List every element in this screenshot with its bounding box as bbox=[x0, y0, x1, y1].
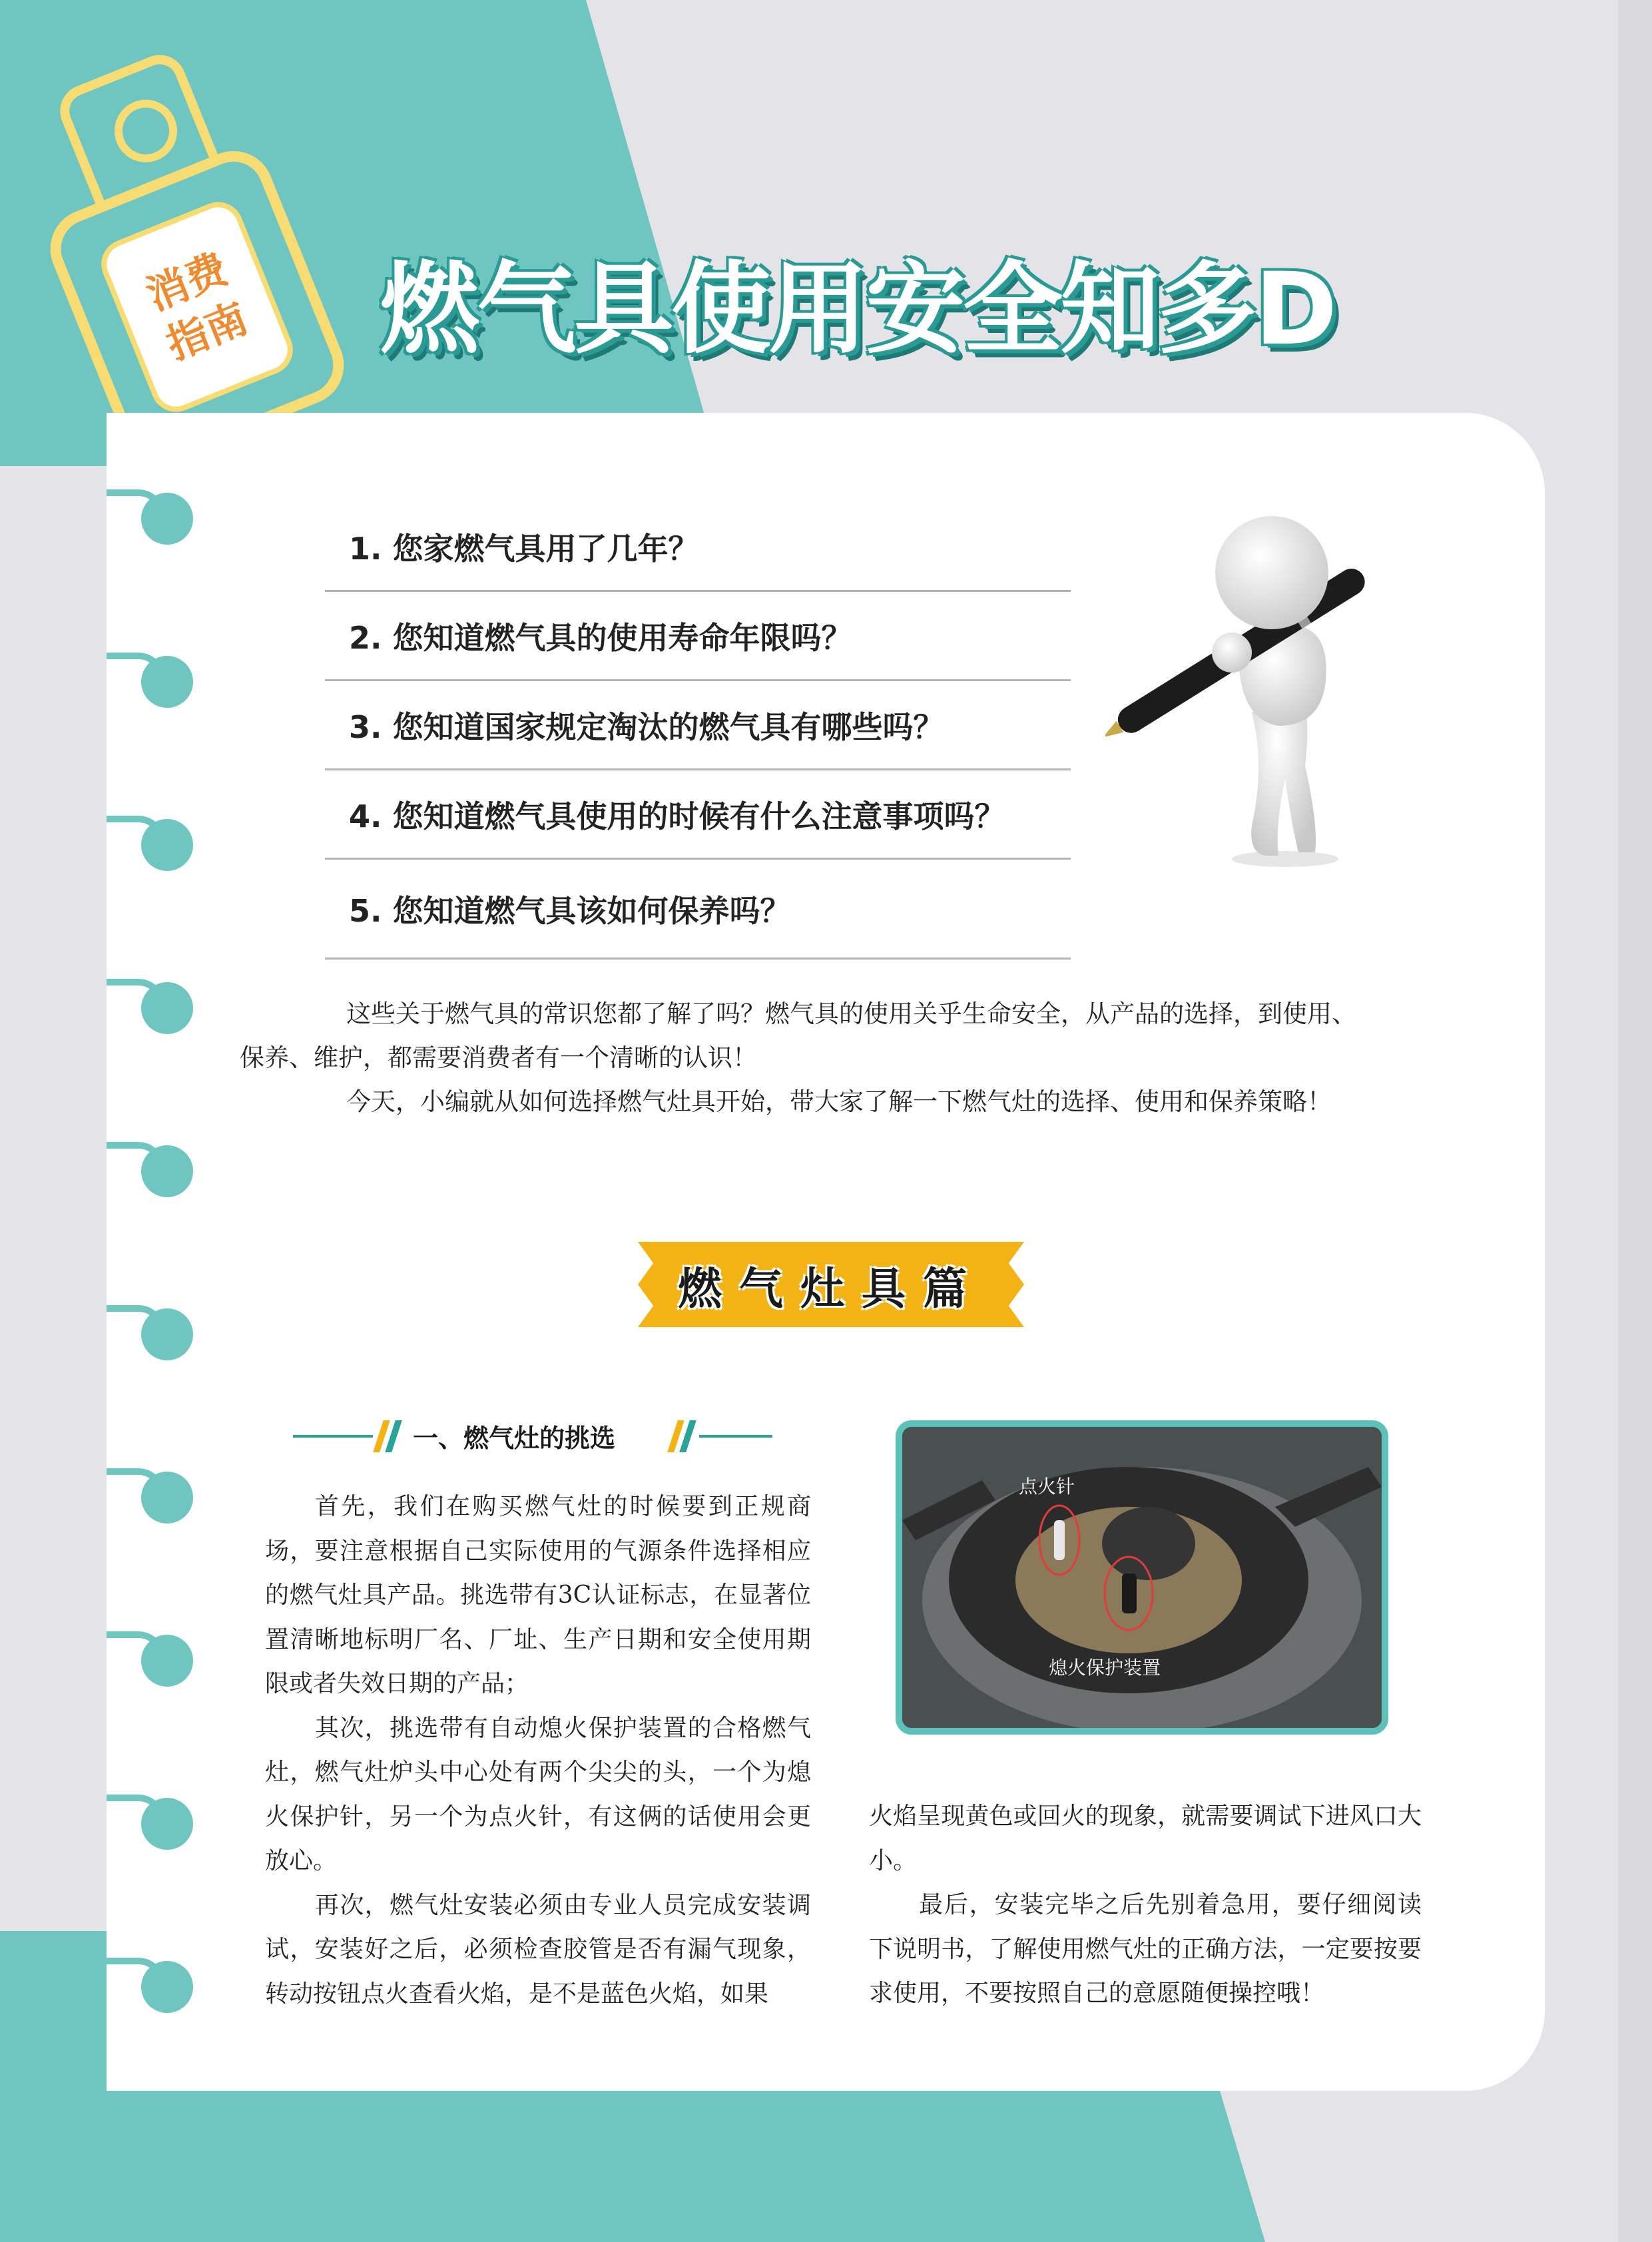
paragraph: 其次，挑选带有自动熄火保护装置的合格燃气灶，燃气灶炉头中心处有两个尖尖的头，一个为熄火保护针，另一个为点火针，有这俩的话使用会更放心。 bbox=[265, 1714, 811, 1874]
subsection-title: 一、燃气灶的挑选 bbox=[413, 1424, 616, 1453]
intro-line-3: 今天，小编就从如何选择燃气灶具开始，带大家了解一下燃气灶的选择、使用和保养策略！ bbox=[346, 1087, 1332, 1116]
left-column-text bbox=[265, 1485, 811, 2016]
grey-edge-strip bbox=[1618, 0, 1652, 2242]
paragraph: 火焰呈现黄色或回火的现象，就需要调试下进风口大小。 bbox=[869, 1803, 1422, 1874]
question-item: 2. 您知道燃气具的使用寿命年限吗？ bbox=[325, 592, 1071, 681]
photo-label-protector: 熄火保护装置 bbox=[1049, 1657, 1161, 1679]
question-item: 1. 您家燃气具用了几年？ bbox=[325, 503, 1071, 592]
section-banner-title: 燃气灶具篇 bbox=[678, 1262, 984, 1314]
intro-paragraph bbox=[240, 992, 1358, 1124]
intro-line-1: 这些关于燃气具的常识您都了解了吗？燃气具的使用关乎生命安全，从产品的选择，到使用、 bbox=[346, 999, 1356, 1028]
question-list bbox=[325, 503, 1071, 960]
consumer-guide-badge bbox=[53, 47, 360, 439]
subsection-heading bbox=[293, 1415, 772, 1456]
question-item: 3. 您知道国家规定淘汰的燃气具有哪些吗？ bbox=[325, 681, 1071, 770]
question-item: 4. 您知道燃气具使用的时候有什么注意事项吗？ bbox=[325, 770, 1071, 860]
page-title: 燃气具使用安全知多D bbox=[380, 252, 1335, 368]
figure-with-pen-illustration bbox=[1105, 513, 1412, 872]
section-banner bbox=[638, 1242, 1024, 1327]
paragraph: 再次，燃气灶安装必须由专业人员完成安装调试，安装好之后，必须检查胶管是否有漏气现象，转动按钮点火查看火焰，是不是蓝色火焰，如果 bbox=[265, 1891, 811, 2008]
paragraph: 首先，我们在购买燃气灶的时候要到正规商场，要注意根据自己实际使用的气源条件选择相应的燃气灶具产品。挑选带有3C认证标志，在显著位置清晰地标明厂名、厂址、生产日期和安全使用期限或者失效日期的产品； bbox=[265, 1493, 811, 1697]
stove-burner-photo bbox=[896, 1420, 1388, 1735]
badge-line1: 消费 bbox=[139, 244, 234, 320]
right-column-text bbox=[869, 1795, 1422, 2016]
photo-label-igniter: 点火针 bbox=[1019, 1476, 1075, 1498]
intro-line-2: 保养、维护，都需要消费者有一个清晰的认识！ bbox=[240, 1043, 757, 1072]
badge-line2: 指南 bbox=[159, 293, 254, 370]
paragraph: 最后，安装完毕之后先别着急用，要仔细阅读下说明书，了解使用燃气灶的正确方法，一定要按要求使用，不要按照自己的意愿随便操控哦！ bbox=[869, 1891, 1422, 2007]
question-item: 5. 您知道燃气具该如何保养吗？ bbox=[325, 860, 1071, 960]
